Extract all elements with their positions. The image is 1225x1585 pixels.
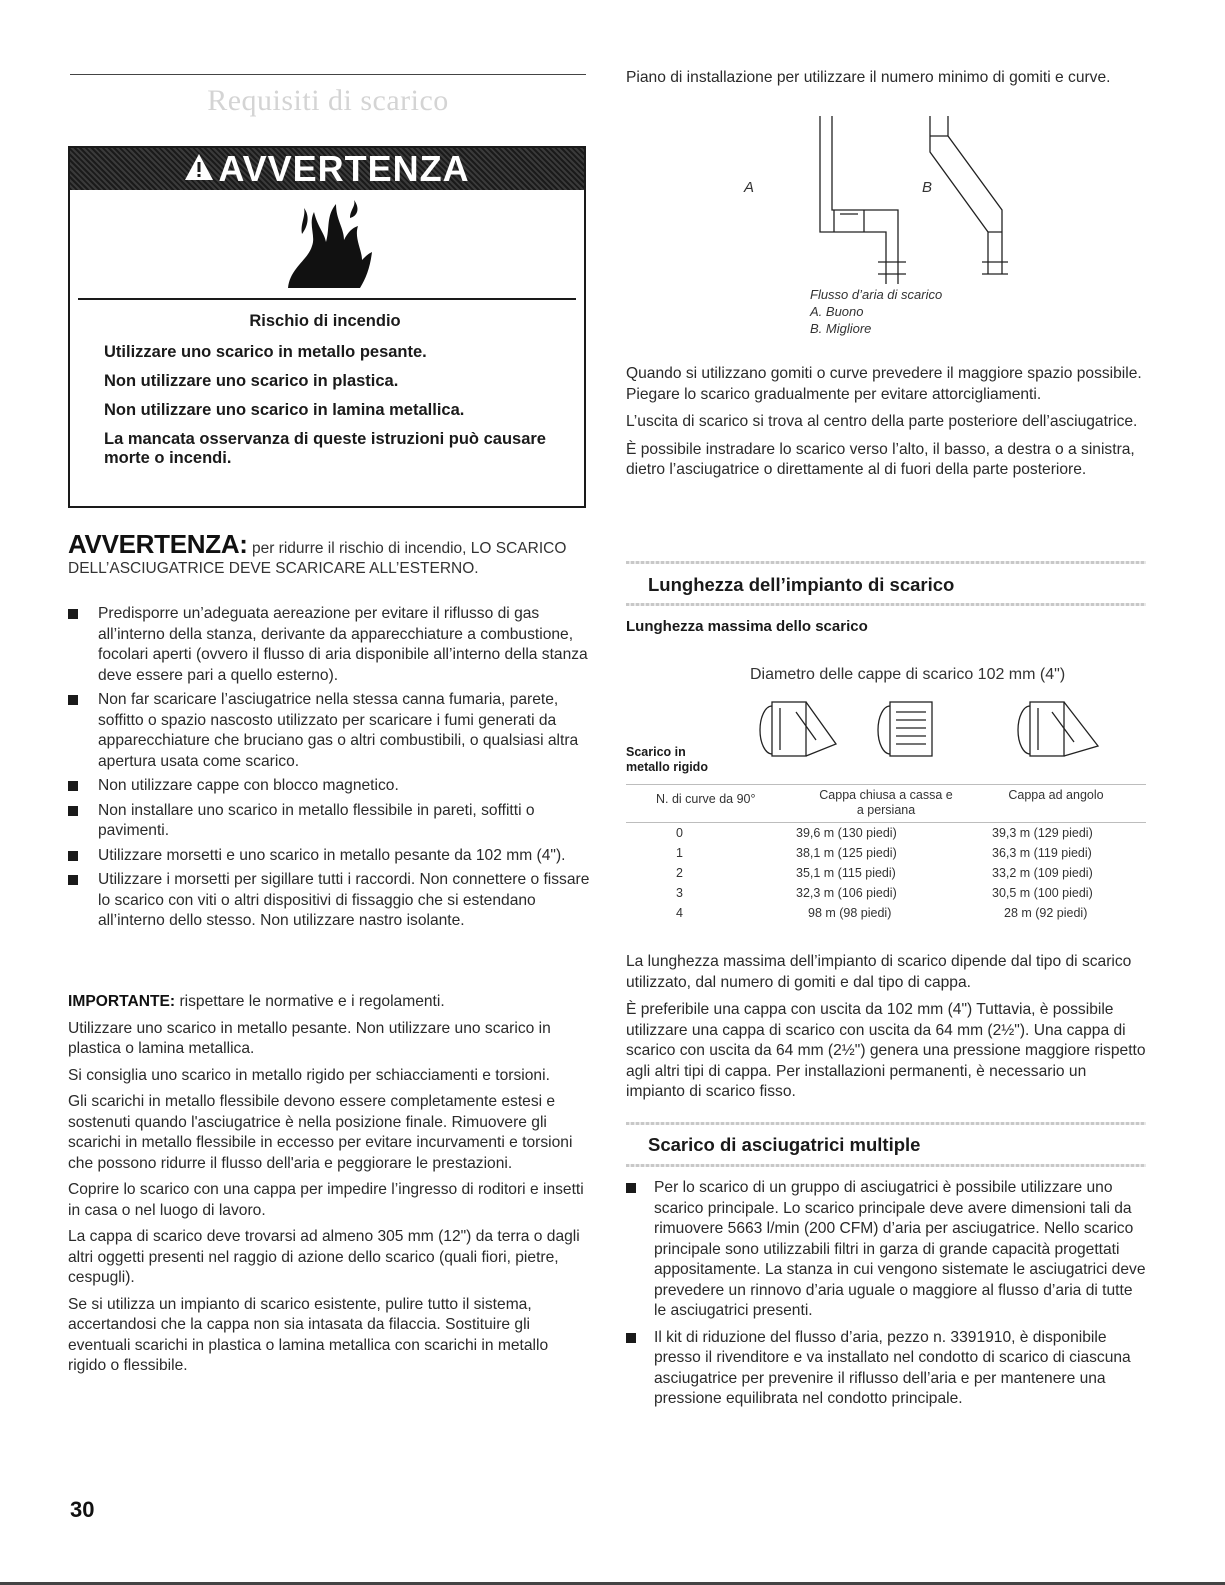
- top-rule: [70, 74, 586, 75]
- multi-section-title: Scarico di asciugatrici multiple: [648, 1134, 921, 1155]
- caption-b: B. Migliore: [810, 321, 872, 336]
- avvertenza-text: per ridurre il rischio di incendio, LO SCARICO DELL’ASCIUGATRICE DEVE SCARICARE ALL’ESTERNO.: [68, 540, 567, 577]
- warning-triangle-icon: [184, 148, 214, 190]
- table-row: [626, 886, 1146, 906]
- list-item: Non utilizzare cappe con blocco magnetico.: [68, 776, 590, 797]
- table-cell: 38,1 m (125 piedi): [796, 846, 897, 860]
- avvertenza-statement: [68, 529, 590, 579]
- table-header-line: Cappa chiusa a cassa e: [819, 788, 953, 802]
- paragraph: Se si utilizza un impianto di scarico esistente, pulire tutto il sistema, accertandosi che la cappa non sia intasata da filaccia. Sostituire gli eventuali scarichi in plastica o lamina metallica con scarichi in metallo rigido o flessibile.: [68, 1295, 549, 1374]
- importante-paragraph: [68, 992, 590, 1013]
- right-paragraphs-2: [626, 952, 1148, 1110]
- rigid-metal-label: [626, 745, 708, 775]
- table-header: [786, 788, 986, 818]
- table-cell: 36,3 m (119 piedi): [992, 846, 1092, 860]
- diagram-label-b: B: [922, 179, 933, 196]
- fire-icon: [278, 198, 378, 290]
- angled-hood-icon: [1018, 702, 1098, 756]
- table-cell: 98 m (98 piedi): [808, 906, 892, 920]
- fire-icon-area: [78, 190, 576, 300]
- paragraph: L’uscita di scarico si trova al centro della parte posteriore dell’asciugatrice.: [626, 413, 1138, 430]
- paragraph: Utilizzare uno scarico in metallo pesante. Non utilizzare uno scarico in plastica o lamina metallica.: [68, 1019, 551, 1057]
- paragraph: La cappa di scarico deve trovarsi ad almeno 305 mm (12") da terra o dagli altri oggetti presenti nel raggio di azione dello scarico (quali fiori, pietre, cespugli).: [68, 1228, 580, 1286]
- caption-title: Flusso d’aria di scarico: [810, 287, 943, 302]
- warning-banner: [70, 148, 584, 190]
- importante-text: rispettare le normative e i regolamenti.: [175, 993, 445, 1010]
- section-divider: [626, 561, 1146, 564]
- table-row: [626, 846, 1146, 866]
- section-divider: [626, 1164, 1146, 1167]
- warning-line: Utilizzare uno scarico in metallo pesante.: [104, 343, 427, 361]
- rigid-metal-line: Scarico in: [626, 745, 686, 759]
- table-cell: 4: [676, 906, 683, 920]
- warning-line: Non utilizzare uno scarico in lamina metallica.: [104, 401, 465, 419]
- box-hood-icon: [760, 702, 836, 756]
- rigid-metal-line: metallo rigido: [626, 760, 708, 774]
- table-cell: 33,2 m (109 piedi): [992, 866, 1093, 880]
- paragraph: È possibile instradare lo scarico verso l’alto, il basso, a destra o a sinistra, dietro l’asciugatrice o direttamente al di fuori della parte posteriore.: [626, 440, 1135, 478]
- table-cell: 1: [676, 846, 683, 860]
- paragraph: Gli scarichi in metallo flessibile devono essere completamente estesi e sostenuti quando l'asciugatrice è nella posizione finale. Rimuovere gli scarichi in metallo flessibile in eccesso per evitare incurvamenti e torsioni che possono ridurre il flusso dell'aria e peggiorare le prestazioni.: [68, 1093, 573, 1172]
- right-intro: Piano di installazione per utilizzare il numero minimo di gomiti e curve.: [626, 69, 1111, 86]
- table-cell: 39,3 m (129 piedi): [992, 826, 1093, 840]
- diagram-caption: [810, 286, 942, 337]
- section-title: Requisiti di scarico: [207, 84, 449, 117]
- list-item: Non far scaricare l’asciugatrice nella stessa canna fumaria, parete, soffitto o spazio nascosto utilizzato per scaricare i fumi generati da apparecchiature che bruciano gas o altri combustibili, o qualsiasi altra apertura usata come scarico.: [68, 690, 590, 772]
- hood-illustrations: [758, 700, 1138, 758]
- exhaust-flow-diagram: [726, 114, 1026, 284]
- table-cell: 35,1 m (115 piedi): [796, 866, 896, 880]
- paragraph: Coprire lo scarico con una cappa per impedire l’ingresso di roditori e insetti in casa o nel luogo di lavoro.: [68, 1181, 584, 1219]
- table-cell: 3: [676, 886, 683, 900]
- page-number: 30: [70, 1497, 95, 1522]
- section-divider: [626, 1122, 1146, 1125]
- list-item: Per lo scarico di un gruppo di asciugatrici è possibile utilizzare uno scarico principale. Lo scarico principale deve avere dimensioni tali da rimuovere 5663 l/min (200 CFM) d’aria per asciugatrice. Nello scarico principale sono utilizzabili filtri in garza di grande capacità progettati appositamente. La stanza in cui vengono sistemate le asciugatrici deve prevedere un rinnovo d’aria uguale o maggiore al flusso d’aria di tutte le asciugatrici presenti.: [626, 1178, 1148, 1322]
- left-paragraphs: [68, 992, 590, 1383]
- paragraph: Quando si utilizzano gomiti o curve prevedere il maggiore spazio possibile. Piegare lo scarico gradualmente per evitare attorcigliamenti.: [626, 365, 1142, 403]
- list-item: Non installare uno scarico in metallo flessibile in pareti, soffitti o pavimenti.: [68, 801, 590, 842]
- warning-line: Non utilizzare uno scarico in plastica.: [104, 372, 399, 390]
- table-row: [626, 826, 1146, 846]
- warning-banner-text: AVVERTENZA: [218, 148, 470, 189]
- right-paragraphs: [626, 364, 1148, 488]
- table-rule: [626, 822, 1146, 823]
- table-cell: 32,3 m (106 piedi): [796, 886, 897, 900]
- left-bullet-list: [68, 604, 590, 936]
- table-header-line: a persiana: [856, 803, 916, 817]
- table-cell: 30,5 m (100 piedi): [992, 886, 1093, 900]
- table-cell: 0: [676, 826, 683, 840]
- list-item: Il kit di riduzione del flusso d’aria, pezzo n. 3391910, è disponibile presso il rivenditore e va installato nel condotto di scarico di ciascuna asciugatrice per prevenire il riflusso dell’aria e per mantenere una pressione equilibrata nel condotto principale.: [626, 1328, 1148, 1410]
- warning-box: [68, 146, 586, 508]
- table-row: [626, 866, 1146, 886]
- warning-line: La mancata osservanza di queste istruzioni può causare morte o incendi.: [104, 430, 546, 467]
- paragraph: La lunghezza massima dell’impianto di scarico dipende dal tipo di scarico utilizzato, dal numero di gomiti e dal tipo di cappa.: [626, 953, 1132, 991]
- diameter-label: Diametro delle cappe di scarico 102 mm (4"): [750, 666, 1066, 683]
- length-section-title: Lunghezza dell’impianto di scarico: [648, 574, 955, 595]
- table-cell: 28 m (92 piedi): [1004, 906, 1088, 920]
- list-item: Utilizzare morsetti e uno scarico in metallo pesante da 102 mm (4").: [68, 846, 590, 867]
- louvered-hood-icon: [878, 702, 932, 756]
- table-row: [626, 906, 1146, 926]
- paragraph: È preferibile una cappa con uscita da 102 mm (4") Tuttavia, è possibile utilizzare una cappa di scarico con uscita da 64 mm (2½"). Una cappa di scarico con uscita da 64 mm (2½") genera una pressione maggiore rispetto agli altri tipi di cappa. Per installazioni permanenti, è necessario un impianto di scarico fisso.: [626, 1001, 1146, 1100]
- table-cell: 2: [676, 866, 683, 880]
- list-item: Predisporre un’adeguata aereazione per evitare il riflusso di gas all’interno della stanza, derivante da apparecchiature a combustione, focolari aperti (ovvero il flusso di aria disponibile all’interno della stanza deve essere pari a quello esterno).: [68, 604, 590, 686]
- table-header: N. di curve da 90°: [656, 792, 756, 806]
- list-item: Utilizzare i morsetti per sigillare tutti i raccordi. Non connettere o fissare lo scarico con viti o altri dispositivi di fissaggio che si estendano all’interno dello stesso. Non utilizzare nastro isolante.: [68, 870, 590, 932]
- avvertenza-label: AVVERTENZA:: [68, 529, 248, 559]
- length-subtitle: Lunghezza massima dello scarico: [626, 618, 868, 635]
- caption-a: A. Buono: [810, 304, 864, 319]
- diagram-label-a: A: [744, 179, 755, 196]
- table-cell: 39,6 m (130 piedi): [796, 826, 897, 840]
- table-rule: [626, 784, 1146, 785]
- multi-bullet-list: [626, 1178, 1148, 1416]
- section-divider: [626, 603, 1146, 606]
- importante-label: IMPORTANTE:: [68, 993, 176, 1010]
- warning-hazard: Rischio di incendio: [249, 312, 401, 330]
- paragraph: Si consiglia uno scarico in metallo rigido per schiacciamenti e torsioni.: [68, 1066, 550, 1084]
- table-header: Cappa ad angolo: [1008, 788, 1104, 802]
